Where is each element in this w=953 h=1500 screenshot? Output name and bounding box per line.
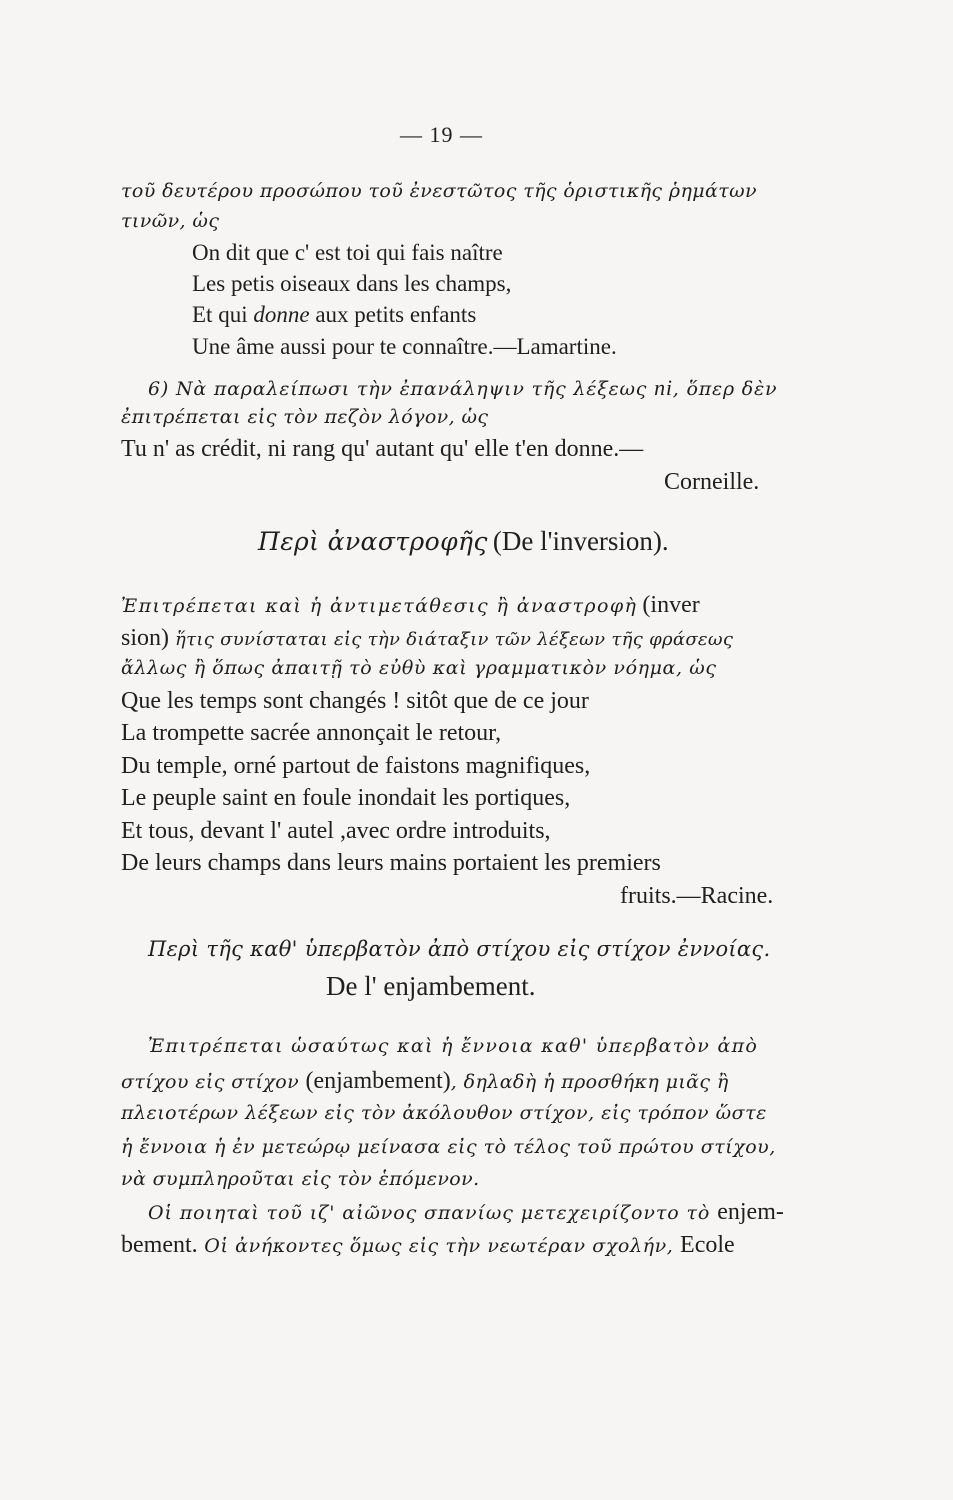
intro-line-1: τοῦ δευτέρου προσώπου τοῦ ἐνεστῶτος τῆς ὁριστικῆς ῥημάτων: [121, 180, 757, 202]
poem1-line-4: Une âme aussi pour te connaître.—Lamartine.: [192, 334, 617, 359]
verse-line-2: La trompette sacrée annonçait le retour,: [121, 720, 502, 746]
inversion-para-line-1-french: (inver: [642, 592, 700, 618]
enjambement-para2-line-2-greek: Οἱ ἀνήκοντες ὅμως εἰς τὴν νεωτέραν σχολήν,: [197, 1235, 681, 1257]
rule6-line-1: [148, 377, 777, 399]
enjambement-para-line-2-french: (enjambement): [305, 1068, 451, 1094]
enjambement-para2-line-1-french: enjem-: [717, 1199, 784, 1225]
verse-line-1: Que les temps sont changés ! sitôt que de ce jour: [121, 688, 589, 714]
inversion-heading: [258, 528, 669, 555]
inversion-para-line-2: [121, 626, 733, 650]
enjambement-para-line-5: νὰ συμπληροῦται εἰς τὸν ἑπόμενον.: [121, 1168, 480, 1190]
rule6-line-1-end: , ὅπερ δὲν: [672, 378, 778, 400]
enjambement-para2-line-1-greek: Οἱ ποιηταὶ τοῦ ιζ' αἰῶνος σπανίως μετεχειρίζοντο τὸ: [148, 1202, 718, 1224]
enjambement-para2-line-2-french-a: bement.: [121, 1232, 198, 1258]
inversion-para-line-1: [121, 593, 700, 617]
enjambement-para2-line-2-french-b: Ecole: [680, 1232, 735, 1258]
inversion-para-line-3: ἄλλως ἢ ὅπως ἀπαιτῇ τὸ εὐθὺ καὶ γραμματικὸν νόημα, ὡς: [121, 657, 717, 679]
verse-line-4: Le peuple saint en foule inondait les portiques,: [121, 785, 571, 811]
enjambement-para-line-2-greek-b: , δηλαδὴ ἡ προσθήκη μιᾶς ἢ: [450, 1071, 729, 1093]
verse-line-5: Et tous, devant l' autel ,avec ordre introduits,: [121, 818, 551, 844]
rule6-quote: Tu n' as crédit, ni rang qu' autant qu' elle t'en donne.—: [121, 436, 644, 462]
poem1-line-3-italic: donne: [253, 302, 310, 327]
verse-line-6: De leurs champs dans leurs mains portaient les premiers: [121, 850, 661, 876]
poem1-line-3-start: Et qui: [192, 302, 254, 327]
verse-end: fruits.—Racine.: [620, 883, 774, 909]
enjambement-para-line-3: πλειοτέρων λέξεων εἰς τὸν ἀκόλουθον στίχον, εἰς τρόπον ὥστε: [121, 1102, 767, 1124]
enjambement-para-line-2-greek-a: στίχου εἰς στίχον: [121, 1071, 306, 1093]
enjambement-para2-line-1: [148, 1200, 784, 1224]
rule6-author: Corneille.: [664, 469, 760, 495]
poem1-line-1: On dit que c' est toi qui fais naître: [192, 240, 503, 265]
verse-line-3: Du temple, orné partout de faistons magnifiques,: [121, 753, 591, 779]
enjambement-para-line-2: [121, 1069, 729, 1093]
enjambement-heading-french: De l' enjambement.: [326, 971, 536, 1001]
enjambement-para-line-1: Ἐπιτρέπεται ὡσαύτως καὶ ἡ ἔννοια καθ' ὑπερβατὸν ἀπὸ: [148, 1035, 759, 1057]
poem1-line-3-end: aux petits enfants: [309, 302, 477, 327]
inversion-para-line-2-french: sion): [121, 625, 169, 651]
inversion-para-line-1-greek: Ἐπιτρέπεται καὶ ἡ ἀντιμετάθεσις ἢ ἀναστροφὴ: [121, 595, 638, 617]
poem1-line-3: [192, 303, 476, 326]
rule6-line-1-italic: ni: [654, 375, 673, 400]
rule6-line-1-start: 6) Νὰ παραλείπωσι τὴν ἐπανάληψιν τῆς λέξεως: [148, 378, 655, 400]
poem1-line-2: Les petis oiseaux dans les champs,: [192, 271, 512, 296]
rule6-line-2: ἐπιτρέπεται εἰς τὸν πεζὸν λόγον, ὡς: [121, 406, 489, 428]
page-number: — 19 —: [400, 122, 483, 147]
inversion-heading-greek: Περὶ ἀναστροφῆς: [258, 527, 488, 556]
inversion-para-line-2-greek: ἥτις συνίσταται εἰς τὴν διάταξιν τῶν λέξεων τῆς φράσεως: [169, 629, 734, 650]
enjambement-para-line-4: ἡ ἔννοια ἡ ἐν μετεώρῳ μείνασα εἰς τὸ τέλος τοῦ πρώτου στίχου,: [121, 1136, 776, 1158]
enjambement-heading-greek: Περὶ τῆς καθ' ὑπερβατὸν ἀπὸ στίχου εἰς στίχον ἐννοίας.: [148, 937, 771, 961]
inversion-heading-french: (De l'inversion).: [492, 526, 669, 556]
intro-line-2: τινῶν, ὡς: [121, 210, 220, 232]
enjambement-para2-line-2: [121, 1233, 735, 1257]
